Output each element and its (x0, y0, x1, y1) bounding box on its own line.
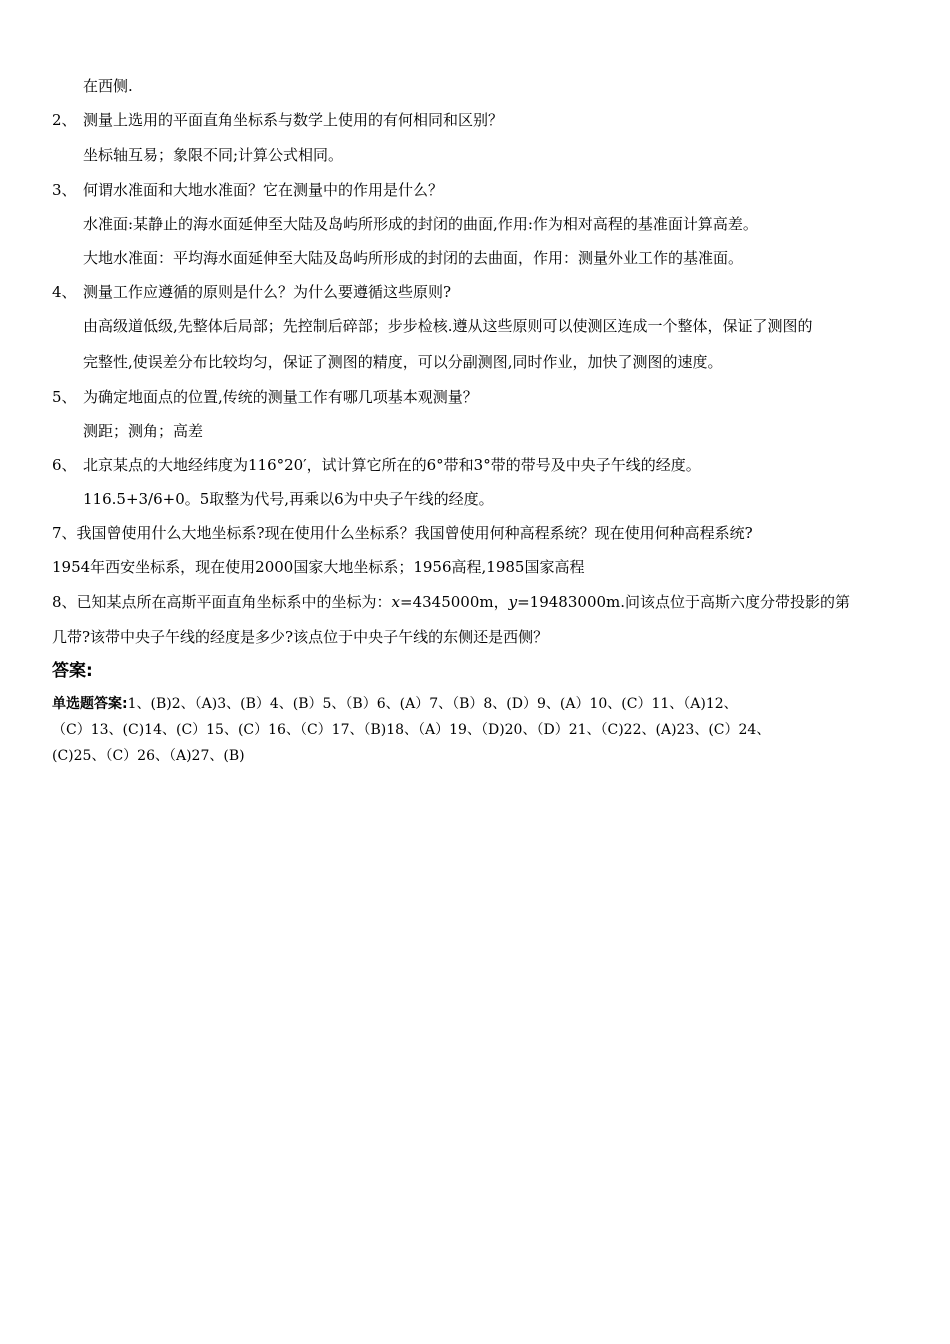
question-number: 4、 (52, 283, 77, 301)
question-5 (52, 387, 478, 407)
question-6 (52, 455, 701, 475)
variable-y: y (508, 593, 518, 611)
question-text: 测量工作应遵循的原则是什么？为什么要遵循这些原则? (83, 283, 452, 301)
answer-5: 测距；测角；高差 (83, 422, 204, 440)
answer-2: 坐标轴互易；象限不同;计算公式相同。 (83, 146, 344, 164)
question-2 (52, 110, 503, 130)
question-text: 测量上选用的平面直角坐标系与数学上使用的有何相同和区别？ (83, 111, 504, 129)
question-text: =19483000m.问该点位于高斯六度分带投影的第 (517, 593, 851, 611)
question-text: 何谓水准面和大地水准面？它在测量中的作用是什么？ (83, 181, 444, 199)
text-line: 在西侧. (83, 77, 133, 95)
question-text: 8、已知某点所在高斯平面直角坐标系中的坐标为： (52, 593, 392, 611)
answer-3-line-2: 大地水准面：平均海水面延伸至大陆及岛屿所形成的封闭的去曲面，作用：测量外业工作的基准面。 (83, 249, 744, 267)
question-8-line-2: 几带?该带中央子午线的经度是多少?该点位于中央子午线的东侧还是西侧？ (52, 628, 549, 646)
answer-7: 1954年西安坐标系，现在使用2000国家大地坐标系；1956高程,1985国家高程 (52, 558, 585, 576)
answers-row-2: （C）13、(C)14、(C）15、(C）16、（C）17、（B)18、（A）19、（D)20、（D）21、（C)22、(A)23、(C）24、 (52, 722, 771, 738)
answers-label: 单选题答案: (52, 696, 128, 712)
question-number: 5、 (52, 388, 77, 406)
question-8-line-1 (52, 592, 850, 612)
answer-4-line-1: 由高级道低级,先整体后局部；先控制后碎部；步步检核.遵从这些原则可以使测区连成一个整体，保证了测图的 (83, 317, 813, 335)
variable-x: x (391, 593, 401, 611)
answers-row-1 (52, 691, 902, 717)
answer-4-line-2: 完整性,使误差分布比较均匀，保证了测图的精度，可以分副测图,同时作业，加快了测图的速度。 (83, 353, 723, 371)
question-number: 3、 (52, 181, 77, 199)
question-text: 北京某点的大地经纬度为116°20′，试计算它所在的6°带和3°带的带号及中央子午线的经度。 (83, 456, 701, 474)
answers-text: 1、(B)2、（A)3、(B）4、(B）5、（B）6、(A）7、（B）8、(D）9、(A）10、(C）11、（A)12、 (127, 696, 738, 712)
question-number: 2、 (52, 111, 77, 129)
answers-row-3: (C)25、（C）26、（A)27、(B) (52, 748, 245, 764)
answers-heading: 答案: (52, 661, 93, 681)
question-4 (52, 282, 451, 302)
question-3 (52, 180, 443, 200)
question-text: =4345000m， (400, 593, 509, 611)
answer-6: 116.5+3/6+0。5取整为代号,再乘以6为中央子午线的经度。 (83, 490, 494, 508)
question-number: 6、 (52, 456, 77, 474)
question-text: 为确定地面点的位置,传统的测量工作有哪几项基本观测量？ (83, 388, 478, 406)
answer-3-line-1: 水准面:某静止的海水面延伸至大陆及岛屿所形成的封闭的曲面,作用:作为相对高程的基准面计算高差。 (83, 215, 758, 233)
question-7: 7、我国曾使用什么大地坐标系?现在使用什么坐标系？我国曾使用何种高程系统？现在使用何种高程系统? (52, 524, 753, 542)
